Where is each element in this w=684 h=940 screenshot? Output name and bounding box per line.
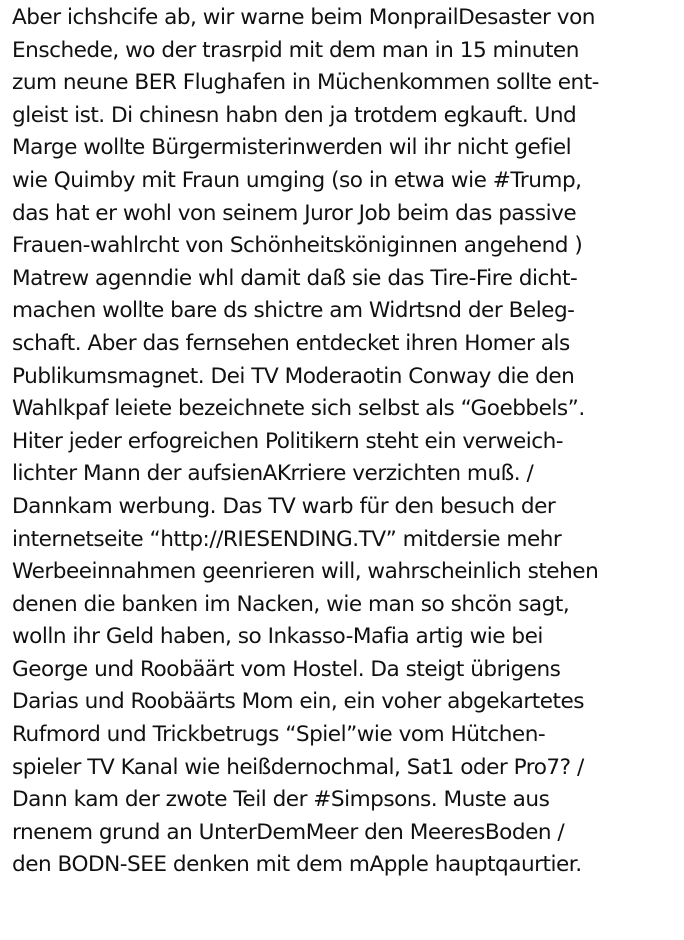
text-line: lichter Mann der aufsienAKrriere verzichten muß. / [12,461,534,487]
text-line: das hat er wohl von seinem Juror Job beim das passive [12,200,577,226]
text-line: internetseite “http://RIESENDING.TV” mitdersie mehr [12,526,562,552]
text-line: Matrew agenndie whl damit daß sie das Tire-Fire dicht- [12,265,578,291]
text-line: zum neune BER Flughafen in Müchenkommen sollte ent- [12,70,599,96]
text-line: Aber ichshcife ab, wir warne beim MonprailDesaster von [12,5,595,30]
text-line: Dann kam der zwote Teil der #Simpsons. Muste aus [12,787,550,813]
text-line: Dannkam werbung. Das TV warb für den besuch der [12,493,556,519]
text-line: Marge wollte Bürgermisterinwerden wil ihr nicht gefiel [12,135,572,161]
text-line: wie Quimby mit Fraun umging (so in etwa wie #Trump, [12,167,582,193]
text-line: Enschede, wo der trasrpid mit dem man in 15 minuten [12,37,579,63]
text-line: Werbeeinnahmen geenrieren will, wahrscheinlich stehen [12,559,599,585]
text-line: wolln ihr Geld haben, so Inkasso-Mafia artig wie bei [12,624,543,650]
text-line: schaft. Aber das fernsehen entdecket ihren Homer als [12,330,570,356]
text-line: Frauen-wahlrcht von Schönheitsköniginnen angehend ) [12,233,583,259]
text-line: Rufmord und Trickbetrugs “Spiel”wie vom Hütchen- [12,722,546,748]
text-line: Publikumsmagnet. Dei TV Moderaotin Conway die den [12,363,575,389]
text-line: spieler TV Kanal wie heißdernochmal, Sat1 oder Pro7? / [12,754,584,780]
text-line: gleist ist. Di chinesn habn den ja trotdem egkauft. Und [12,102,577,128]
text-line: machen wollte bare ds shictre am Widrtsnd der Beleg- [12,298,575,324]
text-line: Hiter jeder erfogreichen Politikern steht ein verweich- [12,428,564,454]
text-line: denen die banken im Nacken, wie man so shcön sagt, [12,591,570,617]
body-text [12,2,680,882]
text-line: Darias und Roobäärts Mom ein, ein voher abgekartetes [12,689,585,715]
text-line: George und Roobäärt vom Hostel. Da steigt übrigens [12,656,561,682]
text-line: den BODN-SEE denken mit dem mApple hauptqaurtier. [12,852,582,878]
text-line: Wahlkpaf leiete bezeichnete sich selbst als “Goebbels”. [12,396,585,422]
text-line: rnenem grund an UnterDemMeer den MeeresBoden / [12,819,565,845]
